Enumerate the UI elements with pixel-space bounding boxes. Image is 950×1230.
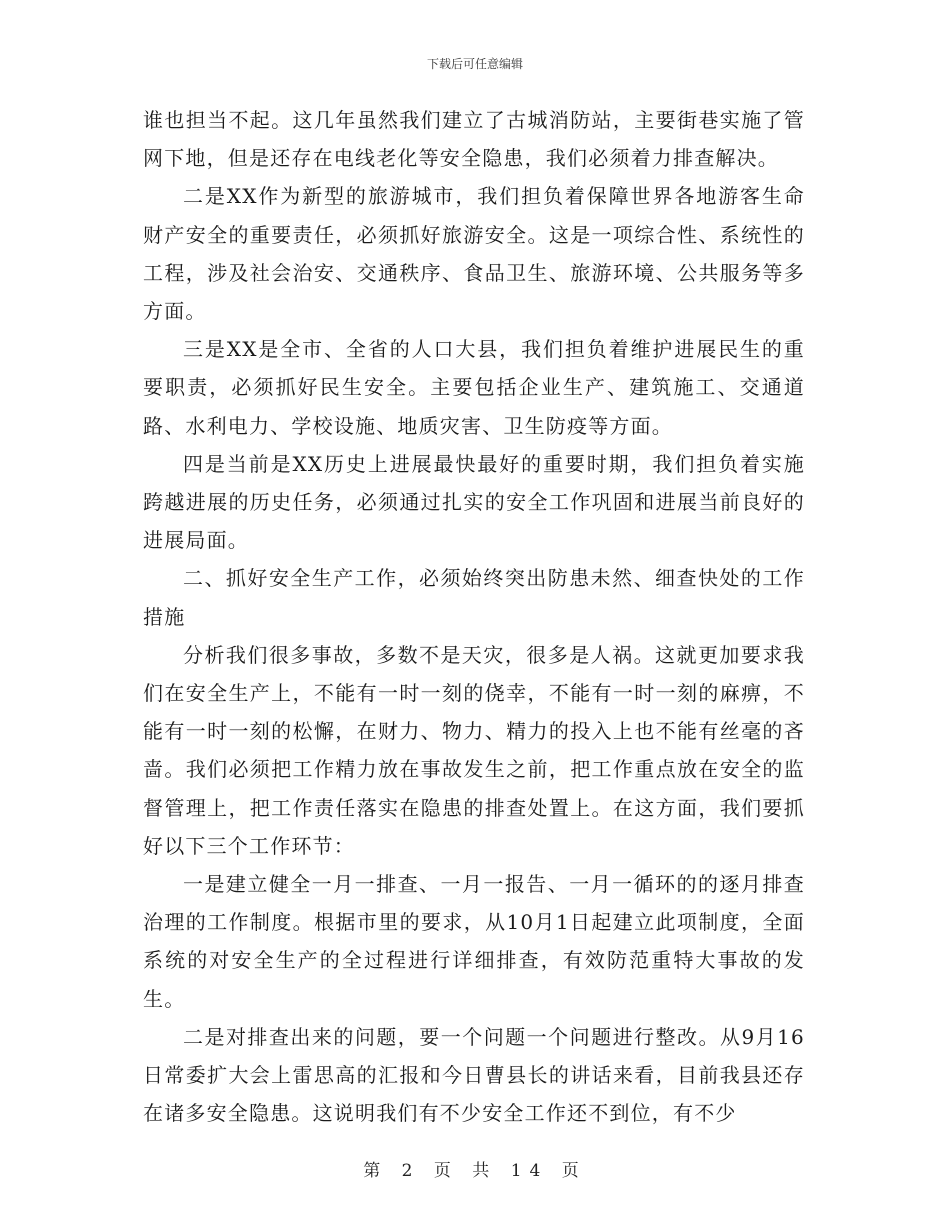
section-heading: 二、抓好安全生产工作，必须始终突出防患未然、细查快处的工作措施: [143, 566, 805, 629]
paragraph: 二是对排查出来的问题，要一个问题一个问题进行整改。从9月16日常委扩大会上雷思高的汇报和今日曹县长的讲话来看，目前我县还存在诸多安全隐患。这说明我们有不少安全工作还不到位，有不少: [143, 1024, 805, 1126]
paragraph: 三是XX是全市、全省的人口大县，我们担负着维护进展民生的重要职责，必须抓好民生安全。主要包括企业生产、建筑施工、交通道路、水利电力、学校设施、地质灾害、卫生防疫等方面。: [143, 337, 805, 438]
paragraph: 一是建立健全一月一排查、一月一报告、一月一循环的的逐月排查治理的工作制度。根据市里的要求，从10月1日起建立此项制度，全面系统的对安全生产的全过程进行详细排查，有效防范重特大事故的发生。: [143, 872, 805, 1011]
paragraph: 分析我们很多事故，多数不是天灾，很多是人祸。这就更加要求我们在安全生产上，不能有一时一刻的侥幸，不能有一时一刻的麻痹，不能有一时一刻的松懈，在财力、物力、精力的投入上也不能有丝毫的吝啬。我们必须把工作精力放在事故发生之前，把工作重点放在安全的监督管理上，把工作责任落实在隐患的排查处置上。在这方面，我们要抓好以下三个工作环节：: [143, 642, 805, 858]
paragraph: 四是当前是XX历史上进展最快最好的重要时期，我们担负着实施跨越进展的历史任务，必须通过扎实的安全工作巩固和进展当前良好的进展局面。: [143, 451, 805, 553]
page-number: 第 2 页 共 14 页: [363, 1161, 587, 1181]
page-header-note: 下载后可任意编辑: [426, 57, 523, 71]
paragraph: 二是XX作为新型的旅游城市，我们担负着保障世界各地游客生命财产安全的重要责任，必须抓好旅游安全。这是一项综合性、系统性的工程，涉及社会治安、交通秩序、食品卫生、旅游环境、公共服务等多方面。: [143, 184, 805, 324]
paragraph: 谁也担当不起。这几年虽然我们建立了古城消防站，主要街巷实施了管网下地，但是还存在电线老化等安全隐患，我们必须着力排查解决。: [143, 108, 805, 171]
document-body: [143, 101, 805, 1132]
